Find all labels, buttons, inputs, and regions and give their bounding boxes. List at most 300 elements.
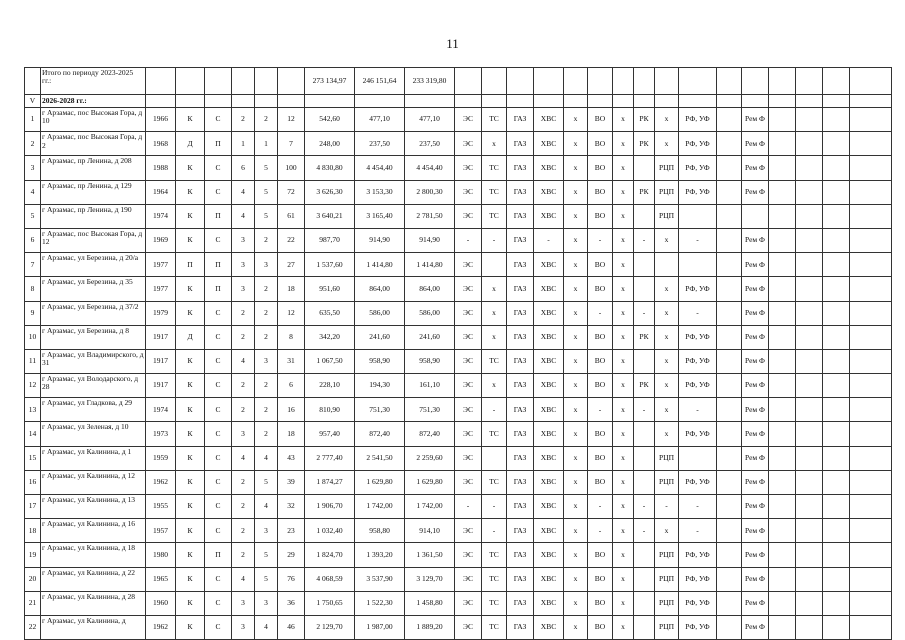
col-10-cell: РФ, УФ	[679, 325, 717, 349]
flats-cell: 32	[278, 495, 305, 519]
table-row	[25, 228, 892, 252]
entrances-cell: 2	[255, 277, 278, 301]
sewer-cell: -	[588, 301, 613, 325]
area-living-cell: 958,90	[355, 349, 405, 373]
electric-cell: ЭС	[455, 204, 482, 228]
area-residential-cell: 958,90	[405, 349, 455, 373]
floors-cell: 2	[232, 543, 255, 567]
gas-cell: ГАЗ	[507, 495, 534, 519]
fund-cell: Рем Ф	[742, 543, 769, 567]
area-total-cell: 342,20	[305, 325, 355, 349]
table-row	[25, 277, 892, 301]
entrances-cell: 5	[255, 567, 278, 591]
floors-cell: 3	[232, 228, 255, 252]
gas-cell: ГАЗ	[507, 567, 534, 591]
empty-cell	[769, 398, 796, 422]
entrances-cell: 3	[255, 253, 278, 277]
empty-cell	[823, 567, 850, 591]
empty-cell	[850, 277, 892, 301]
year-cell: 1960	[146, 591, 176, 615]
electric-cell: ЭС	[455, 470, 482, 494]
wall-material-cell: П	[176, 253, 205, 277]
entrances-cell: 5	[255, 470, 278, 494]
empty-cell	[769, 228, 796, 252]
col-8-cell	[634, 446, 655, 470]
address-cell: г Арзамас, ул Калинина, д	[41, 615, 146, 639]
area-living-cell: 477,10	[355, 108, 405, 132]
floors-cell: 2	[232, 108, 255, 132]
year-cell: 1977	[146, 277, 176, 301]
col-8-cell	[634, 615, 655, 639]
col-8-cell	[634, 204, 655, 228]
flats-cell: 46	[278, 615, 305, 639]
heating-cell: ТС	[482, 349, 507, 373]
table-row	[25, 470, 892, 494]
row-number: 4	[25, 180, 41, 204]
empty-cell	[796, 519, 823, 543]
area-living-cell: 1 742,00	[355, 495, 405, 519]
col-8-cell: РК	[634, 374, 655, 398]
floors-cell: 2	[232, 470, 255, 494]
electric-cell: ЭС	[455, 132, 482, 156]
floors-cell: 3	[232, 277, 255, 301]
year-cell: 1980	[146, 543, 176, 567]
area-living-cell: 1 414,80	[355, 253, 405, 277]
empty-cell	[796, 204, 823, 228]
col-7-cell: х	[613, 228, 634, 252]
floors-cell: 2	[232, 495, 255, 519]
entrances-cell: 3	[255, 349, 278, 373]
address-cell: г Арзамас, ул Калинина, д 18	[41, 543, 146, 567]
heating-cell: -	[482, 228, 507, 252]
flats-cell: 43	[278, 446, 305, 470]
hot-water-cell: х	[564, 325, 588, 349]
cold-water-cell: ХВС	[534, 495, 564, 519]
col-9-cell: х	[655, 301, 679, 325]
total-sum-3: 233 319,80	[405, 68, 455, 95]
empty-cell	[850, 422, 892, 446]
hot-water-cell: х	[564, 156, 588, 180]
entrances-cell: 4	[255, 495, 278, 519]
sewer-cell: ВО	[588, 591, 613, 615]
cold-water-cell: ХВС	[534, 591, 564, 615]
entrances-cell: 2	[255, 325, 278, 349]
year-cell: 1962	[146, 615, 176, 639]
empty-cell	[717, 228, 742, 252]
cold-water-cell: ХВС	[534, 253, 564, 277]
area-living-cell: 914,90	[355, 228, 405, 252]
floors-cell: 3	[232, 422, 255, 446]
heating-cell	[482, 253, 507, 277]
hot-water-cell: х	[564, 108, 588, 132]
entrances-cell: 2	[255, 374, 278, 398]
roof-cell: С	[205, 108, 232, 132]
cold-water-cell: ХВС	[534, 422, 564, 446]
electric-cell: ЭС	[455, 615, 482, 639]
col-8-cell: -	[634, 495, 655, 519]
hot-water-cell: х	[564, 277, 588, 301]
empty-cell	[769, 349, 796, 373]
address-cell: г Арзамас, ул Гладкова, д 29	[41, 398, 146, 422]
hot-water-cell: х	[564, 446, 588, 470]
sewer-cell: ВО	[588, 349, 613, 373]
section-label: 2026-2028 гг.:	[41, 95, 146, 108]
area-residential-cell: 751,30	[405, 398, 455, 422]
address-cell: г Арзамас, ул Володарского, д 28	[41, 374, 146, 398]
gas-cell: ГАЗ	[507, 301, 534, 325]
empty-cell	[823, 543, 850, 567]
sewer-cell: ВО	[588, 615, 613, 639]
address-cell: г Арзамас, ул Березина, д 8	[41, 325, 146, 349]
electric-cell: ЭС	[455, 325, 482, 349]
flats-cell: 23	[278, 519, 305, 543]
col-7-cell: х	[613, 591, 634, 615]
col-9-cell: РЦП	[655, 543, 679, 567]
area-total-cell: 1 824,70	[305, 543, 355, 567]
heating-cell: -	[482, 398, 507, 422]
col-7-cell: х	[613, 567, 634, 591]
floors-cell: 4	[232, 567, 255, 591]
empty-cell	[769, 422, 796, 446]
col-7-cell: х	[613, 253, 634, 277]
fund-cell: Рем Ф	[742, 567, 769, 591]
heating-cell: -	[482, 519, 507, 543]
col-10-cell: -	[679, 228, 717, 252]
area-total-cell: 228,10	[305, 374, 355, 398]
roof-cell: П	[205, 132, 232, 156]
empty-cell	[796, 470, 823, 494]
col-8-cell: -	[634, 398, 655, 422]
address-cell: г Арзамас, пр Ленина, д 208	[41, 156, 146, 180]
col-8-cell: -	[634, 301, 655, 325]
empty-cell	[717, 398, 742, 422]
wall-material-cell: К	[176, 108, 205, 132]
empty-cell	[850, 398, 892, 422]
empty-cell	[796, 567, 823, 591]
empty-cell	[796, 422, 823, 446]
row-number: 9	[25, 301, 41, 325]
row-number: 17	[25, 495, 41, 519]
fund-cell: Рем Ф	[742, 132, 769, 156]
flats-cell: 8	[278, 325, 305, 349]
sewer-cell: ВО	[588, 374, 613, 398]
fund-cell	[742, 204, 769, 228]
table-row	[25, 615, 892, 639]
entrances-cell: 4	[255, 446, 278, 470]
col-10-cell: РФ, УФ	[679, 374, 717, 398]
col-7-cell: х	[613, 470, 634, 494]
heating-cell: ТС	[482, 180, 507, 204]
sewer-cell: ВО	[588, 277, 613, 301]
gas-cell: ГАЗ	[507, 349, 534, 373]
col-9-cell: х	[655, 422, 679, 446]
gas-cell: ГАЗ	[507, 277, 534, 301]
empty-cell	[796, 446, 823, 470]
cold-water-cell: ХВС	[534, 277, 564, 301]
area-total-cell: 1 906,70	[305, 495, 355, 519]
col-8-cell	[634, 349, 655, 373]
area-residential-cell: 2 800,30	[405, 180, 455, 204]
roof-cell: С	[205, 374, 232, 398]
address-cell: г Арзамас, ул Зеленая, д 10	[41, 422, 146, 446]
year-cell: 1965	[146, 567, 176, 591]
year-cell: 1974	[146, 204, 176, 228]
empty-cell	[850, 591, 892, 615]
wall-material-cell: Д	[176, 132, 205, 156]
table-row	[25, 325, 892, 349]
col-8-cell: РК	[634, 325, 655, 349]
hot-water-cell: х	[564, 470, 588, 494]
area-residential-cell: 914,90	[405, 228, 455, 252]
col-10-cell: РФ, УФ	[679, 132, 717, 156]
roof-cell: П	[205, 543, 232, 567]
fund-cell: Рем Ф	[742, 398, 769, 422]
electric-cell: ЭС	[455, 374, 482, 398]
floors-cell: 2	[232, 519, 255, 543]
heating-cell: ТС	[482, 108, 507, 132]
hot-water-cell: х	[564, 543, 588, 567]
empty-cell	[823, 446, 850, 470]
hot-water-cell: х	[564, 374, 588, 398]
year-cell: 1988	[146, 156, 176, 180]
section-roman: V	[25, 95, 41, 108]
col-7-cell: х	[613, 349, 634, 373]
area-total-cell: 3 640,21	[305, 204, 355, 228]
electric-cell: ЭС	[455, 398, 482, 422]
area-total-cell: 3 626,30	[305, 180, 355, 204]
row-number: 7	[25, 253, 41, 277]
col-9-cell: х	[655, 374, 679, 398]
floors-cell: 3	[232, 591, 255, 615]
col-7-cell: х	[613, 422, 634, 446]
table-row	[25, 398, 892, 422]
empty-cell	[717, 253, 742, 277]
empty-cell	[796, 301, 823, 325]
col-9-cell: РЦП	[655, 446, 679, 470]
col-8-cell: -	[634, 228, 655, 252]
sewer-cell: ВО	[588, 180, 613, 204]
area-total-cell: 1 537,60	[305, 253, 355, 277]
col-10-cell	[679, 204, 717, 228]
fund-cell: Рем Ф	[742, 228, 769, 252]
col-9-cell: х	[655, 349, 679, 373]
hot-water-cell: х	[564, 180, 588, 204]
table-row	[25, 591, 892, 615]
col-8-cell	[634, 422, 655, 446]
roof-cell: С	[205, 349, 232, 373]
area-residential-cell: 2 259,60	[405, 446, 455, 470]
section-row	[25, 95, 892, 108]
empty-cell	[717, 108, 742, 132]
flats-cell: 36	[278, 591, 305, 615]
table-row	[25, 543, 892, 567]
area-residential-cell: 1 742,00	[405, 495, 455, 519]
row-number: 3	[25, 156, 41, 180]
cold-water-cell: ХВС	[534, 156, 564, 180]
empty-cell	[769, 470, 796, 494]
address-cell: г Арзамас, ул Калинина, д 28	[41, 591, 146, 615]
floors-cell: 4	[232, 204, 255, 228]
col-10-cell: -	[679, 398, 717, 422]
hot-water-cell: х	[564, 495, 588, 519]
empty-cell	[769, 204, 796, 228]
wall-material-cell: К	[176, 519, 205, 543]
roof-cell: С	[205, 567, 232, 591]
col-7-cell: х	[613, 446, 634, 470]
empty-cell	[823, 374, 850, 398]
area-total-cell: 2 129,70	[305, 615, 355, 639]
empty-cell	[796, 325, 823, 349]
roof-cell: С	[205, 156, 232, 180]
empty-cell	[769, 108, 796, 132]
sewer-cell: ВО	[588, 325, 613, 349]
col-7-cell: х	[613, 495, 634, 519]
cold-water-cell: ХВС	[534, 567, 564, 591]
wall-material-cell: К	[176, 567, 205, 591]
area-residential-cell: 1 629,80	[405, 470, 455, 494]
sewer-cell: ВО	[588, 132, 613, 156]
cold-water-cell: ХВС	[534, 108, 564, 132]
address-cell: г Арзамас, ул Калинина, д 12	[41, 470, 146, 494]
heating-cell: х	[482, 301, 507, 325]
col-9-cell: РЦП	[655, 204, 679, 228]
hot-water-cell: х	[564, 615, 588, 639]
empty-cell	[796, 156, 823, 180]
col-7-cell: х	[613, 277, 634, 301]
entrances-cell: 2	[255, 398, 278, 422]
wall-material-cell: К	[176, 470, 205, 494]
area-total-cell: 542,60	[305, 108, 355, 132]
empty-cell	[823, 180, 850, 204]
empty-cell	[850, 567, 892, 591]
electric-cell: ЭС	[455, 422, 482, 446]
col-8-cell: -	[634, 519, 655, 543]
gas-cell: ГАЗ	[507, 543, 534, 567]
area-living-cell: 958,80	[355, 519, 405, 543]
area-living-cell: 1 522,30	[355, 591, 405, 615]
col-10-cell: -	[679, 301, 717, 325]
empty-cell	[769, 446, 796, 470]
empty-cell	[796, 228, 823, 252]
floors-cell: 4	[232, 446, 255, 470]
area-living-cell: 872,40	[355, 422, 405, 446]
empty-cell	[850, 204, 892, 228]
total-sum-2: 246 151,64	[355, 68, 405, 95]
heating-cell: ТС	[482, 615, 507, 639]
empty-cell	[796, 398, 823, 422]
col-8-cell: РК	[634, 132, 655, 156]
empty-cell	[850, 180, 892, 204]
cold-water-cell: ХВС	[534, 543, 564, 567]
fund-cell: Рем Ф	[742, 470, 769, 494]
area-residential-cell: 4 454,40	[405, 156, 455, 180]
col-8-cell: РК	[634, 180, 655, 204]
table-row	[25, 422, 892, 446]
address-cell: г Арзамас, пр Ленина, д 129	[41, 180, 146, 204]
empty-cell	[850, 301, 892, 325]
sewer-cell: ВО	[588, 470, 613, 494]
year-cell: 1966	[146, 108, 176, 132]
empty-cell	[796, 349, 823, 373]
heating-cell: х	[482, 277, 507, 301]
col-8-cell	[634, 277, 655, 301]
empty-cell	[717, 519, 742, 543]
col-7-cell: х	[613, 519, 634, 543]
heating-cell: ТС	[482, 470, 507, 494]
empty-cell	[850, 349, 892, 373]
roof-cell: С	[205, 180, 232, 204]
fund-cell: Рем Ф	[742, 422, 769, 446]
empty-cell	[796, 615, 823, 639]
empty-cell	[769, 519, 796, 543]
empty-cell	[823, 132, 850, 156]
address-cell: г Арзамас, ул Березина, д 35	[41, 277, 146, 301]
floors-cell: 2	[232, 325, 255, 349]
entrances-cell: 3	[255, 519, 278, 543]
col-7-cell: х	[613, 615, 634, 639]
empty-cell	[823, 422, 850, 446]
col-9-cell: РЦП	[655, 615, 679, 639]
fund-cell: Рем Ф	[742, 349, 769, 373]
cold-water-cell: ХВС	[534, 325, 564, 349]
empty-cell	[769, 180, 796, 204]
gas-cell: ГАЗ	[507, 253, 534, 277]
roof-cell: С	[205, 591, 232, 615]
gas-cell: ГАЗ	[507, 398, 534, 422]
period-total-row	[25, 68, 892, 95]
col-7-cell: х	[613, 204, 634, 228]
sewer-cell: ВО	[588, 253, 613, 277]
fund-cell: Рем Ф	[742, 253, 769, 277]
row-number: 18	[25, 519, 41, 543]
empty-cell	[717, 495, 742, 519]
empty-cell	[796, 495, 823, 519]
col-7-cell: х	[613, 301, 634, 325]
address-cell: г Арзамас, пос Высокая Гора, д 2	[41, 132, 146, 156]
row-number: 19	[25, 543, 41, 567]
col-7-cell: х	[613, 108, 634, 132]
flats-cell: 22	[278, 228, 305, 252]
empty-cell	[823, 156, 850, 180]
page-number: 11	[446, 36, 459, 51]
col-7-cell: х	[613, 325, 634, 349]
area-living-cell: 3 165,40	[355, 204, 405, 228]
wall-material-cell: К	[176, 301, 205, 325]
col-10-cell: РФ, УФ	[679, 470, 717, 494]
gas-cell: ГАЗ	[507, 422, 534, 446]
gas-cell: ГАЗ	[507, 374, 534, 398]
floors-cell: 2	[232, 301, 255, 325]
col-7-cell: х	[613, 543, 634, 567]
table-row	[25, 108, 892, 132]
year-cell: 1979	[146, 301, 176, 325]
area-residential-cell: 241,60	[405, 325, 455, 349]
row-number: 1	[25, 108, 41, 132]
sewer-cell: -	[588, 228, 613, 252]
gas-cell: ГАЗ	[507, 470, 534, 494]
empty-cell	[717, 374, 742, 398]
area-living-cell: 194,30	[355, 374, 405, 398]
wall-material-cell: К	[176, 349, 205, 373]
empty-cell	[823, 108, 850, 132]
wall-material-cell: К	[176, 180, 205, 204]
flats-cell: 18	[278, 422, 305, 446]
roof-cell: С	[205, 519, 232, 543]
cold-water-cell: ХВС	[534, 615, 564, 639]
year-cell: 1917	[146, 349, 176, 373]
wall-material-cell: К	[176, 228, 205, 252]
fund-cell: Рем Ф	[742, 374, 769, 398]
